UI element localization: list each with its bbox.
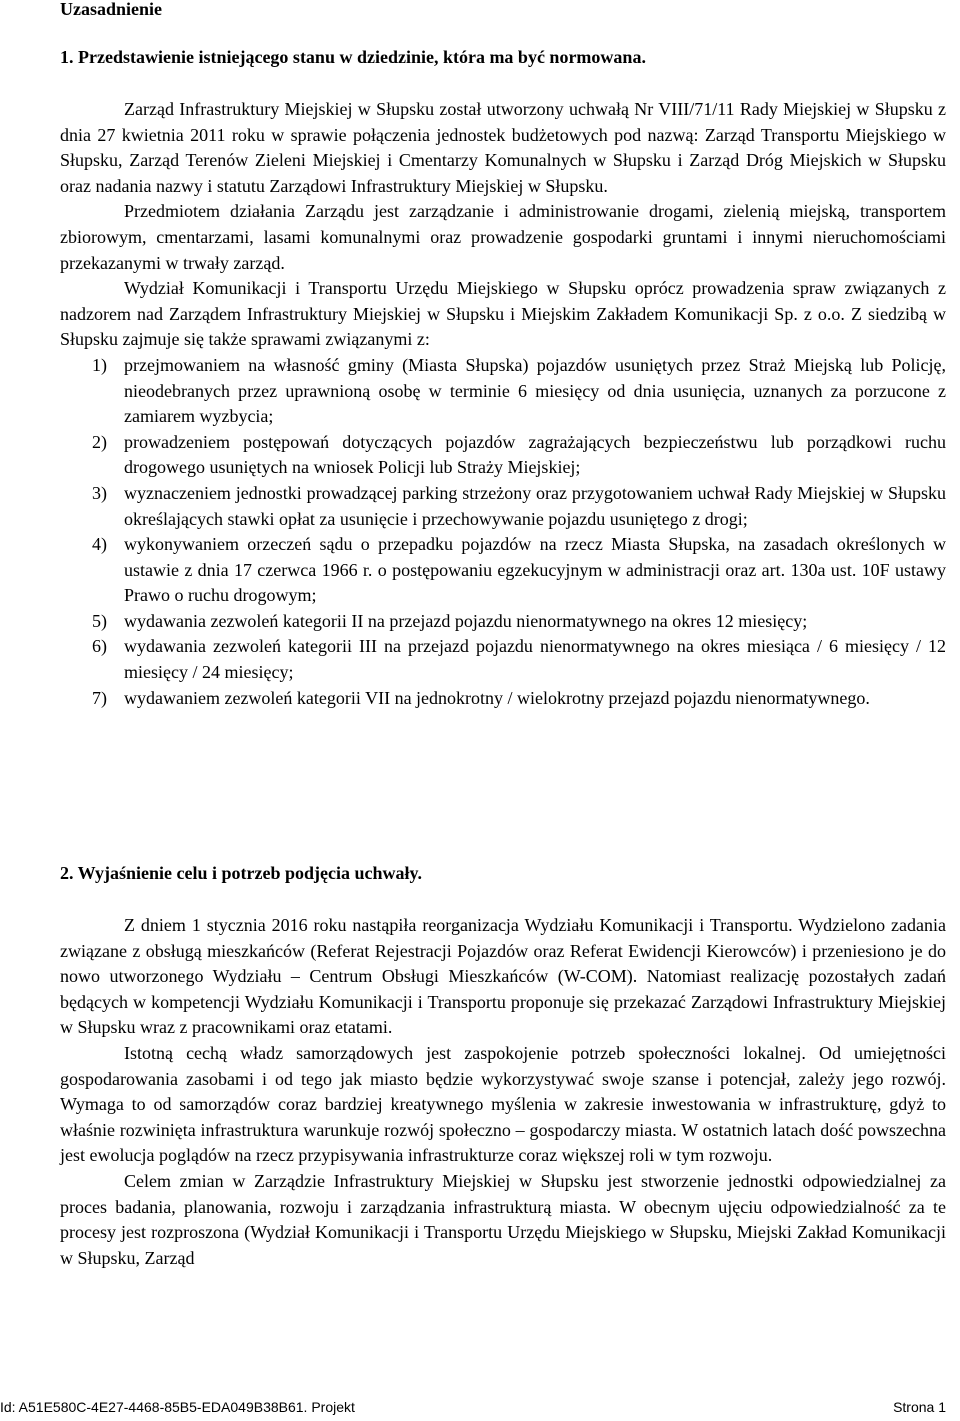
section-2-paragraph-3: Celem zmian w Zarządzie Infrastruktury Miejskiej w Słupsku jest stworzenie jednostki odpowiedzialnej za proces badania, planowania, rozwoju i zarządzania infrastrukturą miasta. W obecnym ujęciu odpowiedzialność za te procesy jest rozproszona (Wydział Komunikacji i Transportu Urzędu Miejskiego w Słupsku, Miejski Zakład Komunikacji w Słupsku, Zarząd [60,1170,946,1268]
list-item-text: prowadzeniem postępowań dotyczących pojazdów zagrażających bezpieczeństwu lub porządkowi ruchu drogowego usuniętych na wniosek Policji lub Straży Miejskiej; [124,431,946,478]
section-2-body [60,913,946,1271]
list-item-number: 3) [92,482,107,503]
section-2-heading: 2. Wyjaśnienie celu i potrzeb podjęcia uchwały. [60,863,422,883]
list-item-text: przejmowaniem na własność gminy (Miasta Słupska) pojazdów usuniętych przez Straż Miejską lub Policję, nieodebranych przez uprawnioną osobę w terminie 6 miesięcy od dnia usunięcia, uznanych za porzucone z zamiarem wyzbycia; [124,354,946,427]
list-item [60,609,946,635]
list-item-number: 2) [92,431,107,452]
section-1-paragraph-2: Przedmiotem działania Zarządu jest zarządzanie i administrowanie drogami, zielenią miejską, transportem zbiorowym, cmentarzami, lasami komunalnymi oraz prowadzenie gospodarki gruntami i innymi nieruchomościami przekazanymi w trwały zarząd. [60,201,946,273]
list-item-number: 5) [92,610,107,631]
section-1-body [60,97,946,711]
list-item-number: 1) [92,354,107,375]
list-item [60,481,946,532]
section-2-paragraph-1: Z dniem 1 stycznia 2016 roku nastąpiła reorganizacja Wydziału Komunikacji i Transportu. Wydzielono zadania związane z obsługą mieszkańców (Referat Rejestracji Pojazdów oraz Referat Ewidencji Kierowców) i przeniesiono je do nowo utworzonego Wydziału – Centrum Obsługi Mieszkańców (W-COM). Natomiast realizację pozostałych zadań będących w kompetencji Wydziału Komunikacji i Transportu proponuje się przekazać Zarządowi Infrastruktury Miejskiej w Słupsku wraz z pracownikami oraz etatami. [60,915,946,1038]
list-item [60,353,946,430]
list-item [60,430,946,481]
list-item-text: wykonywaniem orzeczeń sądu o przepadku pojazdów na rzecz Miasta Słupska, na zasadach określonych w ustawie z dnia 17 czerwca 1966 r. o postępowaniu egzekucyjnym w administracji oraz art. 130a ust. 10F ustawy Prawo o ruchu drogowym; [124,534,946,606]
list-item [60,686,946,712]
document-title: Uzasadnienie [60,0,163,19]
section-1-paragraph-3: Wydział Komunikacji i Transportu Urzędu Miejskiego w Słupsku oprócz prowadzenia spraw związanych z nadzorem nad Zarządem Infrastruktury Miejskiej w Słupsku i Miejskim Zakładem Komunikacji Sp. z o.o. Z siedzibą w Słupsku zajmuje się także sprawami związanymi z: [60,278,946,350]
page-number: Strona 1 [893,1399,946,1415]
section-2-paragraph-2: Istotną cechą władz samorządowych jest zaspokojenie potrzeb społeczności lokalnej. Od umiejętności gospodarowania zasobami i od tego jak miasto będzie wykorzystywać swoje szanse i potencjał, zależy jego rozwój. Wymaga to od samorządów coraz bardziej kreatywnego myślenia w zakresie inwestowania w infrastrukturę, gdyż to właśnie rozwinięta infrastruktura warunkuje rozwój społeczno – gospodarczy miasta. W ostatnich latach dość powszechna jest ewolucja poglądów na rzecz przypisywania infrastrukturze coraz większej roli w tym rozwoju. [60,1042,946,1166]
list-item [60,532,946,609]
list-item-number: 6) [92,636,107,657]
task-list [60,353,946,711]
list-item-number: 4) [92,534,107,555]
document-id: Id: A51E580C-4E27-4468-85B5-EDA049B38B61. Projekt [0,1399,355,1415]
list-item-text: wyznaczeniem jednostki prowadzącej parking strzeżony oraz przygotowaniem uchwał Rady Miejskiej w Słupsku określających stawki opłat za usunięcie i przechowywanie pojazdu usuniętego z drogi; [124,482,946,529]
section-1-heading: 1. Przedstawienie istniejącego stanu w dziedzinie, która ma być normowana. [60,47,646,67]
list-item [60,634,946,685]
list-item-text: wydawaniem zezwoleń kategorii VII na jednokrotny / wielokrotny przejazd pojazdu nienormatywnego. [124,687,870,708]
list-item-text: wydawania zezwoleń kategorii III na przejazd pojazdu nienormatywnego na okres miesiąca / 6 miesięcy / 12 miesięcy / 24 miesięcy; [124,636,946,683]
list-item-number: 7) [92,687,107,708]
section-1-paragraph-1: Zarząd Infrastruktury Miejskiej w Słupsku został utworzony uchwałą Nr VIII/71/11 Rady Miejskiej w Słupsku z dnia 27 kwietnia 2011 roku w sprawie połączenia jednostek budżetowych pod nazwą: Zarząd Transportu Miejskiego w Słupsku, Zarząd Terenów Zieleni Miejskiej i Cmentarzy Komunalnych w Słupsku i Zarząd Dróg Miejskich w Słupsku oraz nadania nazwy i statutu Zarządowi Infrastruktury Miejskiej w Słupsku. [60,99,946,196]
list-item-text: wydawania zezwoleń kategorii II na przejazd pojazdu nienormatywnego na okres 12 miesięcy; [124,610,808,631]
